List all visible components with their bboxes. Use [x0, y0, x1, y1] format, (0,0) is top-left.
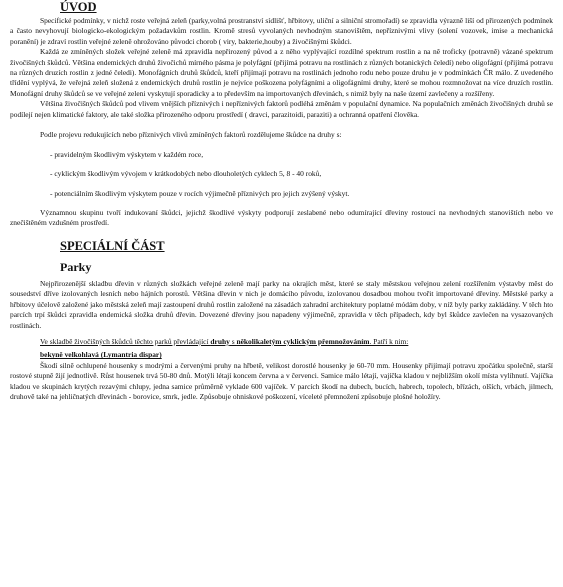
paragraph-5: Významnou skupinu tvoří indukovaní škůdci, jejichž škodlivé výskyty podporují zeslabené nebo odumírající dřeviny rostoucí na nevhodných stanovištích nebo ve znečištěném vzdušném prostředí. — [10, 208, 553, 228]
bullet-1: - pravidelným škodlivým výskytem v každém roce, — [50, 149, 204, 159]
p7-bold-2: několikaletým cyklickým přemnožováním — [236, 336, 370, 346]
paragraph-4: Podle projevu redukujících nebo příznivých vlivů zmíněných faktorů rozdělujeme škůdce na druhy s: — [40, 130, 342, 140]
paragraph-8: Škodí silně ochlupené housenky s modrými a červenými pruhy na hřbetě, velikost dorostlé housenky je 60-70 mm. Housenky přijímají potravu zpočátku společně, starší rostové stupně žijí jednotlivě. Růst housenek trvá 50-80 dnů. Motýli létají koncem června a v červenci. Samice málo létají, vajíčka kladou v nejbližším okolí místa vylíhnutí. Vajíčka kladou ve skupinách krytých rezavými chlupy, jedna samice průměrně vyklade 600 vajíček. V parcích škodí na dubech, bucích, habrech, topolech, břízách, olších, vrbách, jilmech, druhově také na jehličnatých dřevinách - borovice, smrk, jedle. Způsobuje ohniskové poškození, víceleté přemnožení způsobuje plošné holožíry. — [10, 360, 553, 401]
paragraph-1: Specifické podmínky, v nichž roste veřejná zeleň (parky,volná prostranství sídlišť, hřbitovy, uliční a silniční stromořadí) se zpravidla výrazně liší od přirozených podmínek a často nevyhovují biologicko-ekologickým požadavkům rostlin. Kromě stresů vyvolaných nevhodným stanovištěm, nepříznivými vlivy (solení vozovek, imise a mechanická poranění) je zdraví rostlin veřejné zeleně ohrožováno původci chorob ( viry, bakterie,houby) a živočišnými škůdci. — [10, 16, 553, 46]
p7-pre: Ve skladbě živočišných škůdců těchto parků převládající — [40, 336, 211, 346]
species-heading: bekyně velkohlavá (Lymantria dispar) — [40, 350, 162, 360]
heading-special: SPECIÁLNÍ ČÁST — [60, 238, 165, 253]
heading-intro: ÚVOD — [60, 0, 97, 14]
heading-parks: Parky — [60, 259, 92, 274]
p7-post: . Patří k nim: — [369, 336, 409, 346]
bullet-3: - potenciálním škodlivým výskytem pouze v rocích výjimečně příznivých pro jejich zvýšený výskyt. — [50, 188, 350, 198]
paragraph-6: Nejpřirozenější skladbu dřevin v různých složkách veřejné zeleně mají parky na okrajích měst, které se staly městskou veřejnou zelení rozšířením výstavby měst do sousedství dříve izolovaných lesních nebo hájních porostů. Většina dřevin v nich je domácího původu, izolovanou dosadbou mohou tvořit importované dřeviny. Městské parky a hřbitovy účelově založené jako městská zeleň mají zastoupení druhů rostlin založené na zásadách zahradní architektury poplatné módám doby, v níž byly parky zakládány. V těch hto parcích trpí škůdci zpravidla endemická složka druhů dřevin. Dovezené dřeviny jsou napadeny výjimečně, zpravidla v těch případech, kdy byl škůdce zavlečen na vysazovaných rostlinách. — [10, 278, 553, 330]
p7-bold-1: druhy — [210, 336, 230, 346]
p7-mid: s — [229, 336, 237, 346]
paragraph-3: Většina živočišných škůdců pod vlivem vnějších příznivých i nepříznivých faktorů podléhá změnám v populační dynamice. Na populačních změnách živočišných druhů se podílejí nejen klimatické faktory, ale také složka přirozeného odporu prostředí ( dravci, parazitoidi, paraziti) a ochranná opatření člověka. — [10, 99, 553, 119]
paragraph-7 — [10, 337, 553, 347]
bullet-2: - cyklickým škodlivým vývojem v krátkodobých nebo dlouholetých cyklech 5, 8 - 40 roků, — [50, 169, 322, 179]
paragraph-2: Každá ze zmíněných složek veřejné zeleně má zpravidla nepřirozený původ a z něho vyplývající rozdílné spektrum rostlin a na ně troficky (potravně) vázané spektrum živočišných škůdců. Většina endemických druhů živočichů mírného pásma je polyfágní (přijímá potravu na rostlinách z různých botanických čeledí) nebo oligofágní (přijímá potravu na různých druzích rostlin z jedné čeledi). Monofágních druhů škůdců, kteří přijímají potravu na rostlinách jednoho rodu nebo pouze druhu je v podmínkách ČR málo. Z uvedeného třídění vyplývá, že veřejná zeleň složená z endemických druhů rostlin je nejvíce poškozena polyfágními a oligofágními druhy, které se mohou rozmnožovat na více druzích rostlin. Monofágní druhy škůdců se ve veřejné zeleni vyskytují sporadicky a to především na importovaných dřevinách, s nimiž byly na naše území zavlečeny a rozšířeny. — [10, 47, 553, 98]
